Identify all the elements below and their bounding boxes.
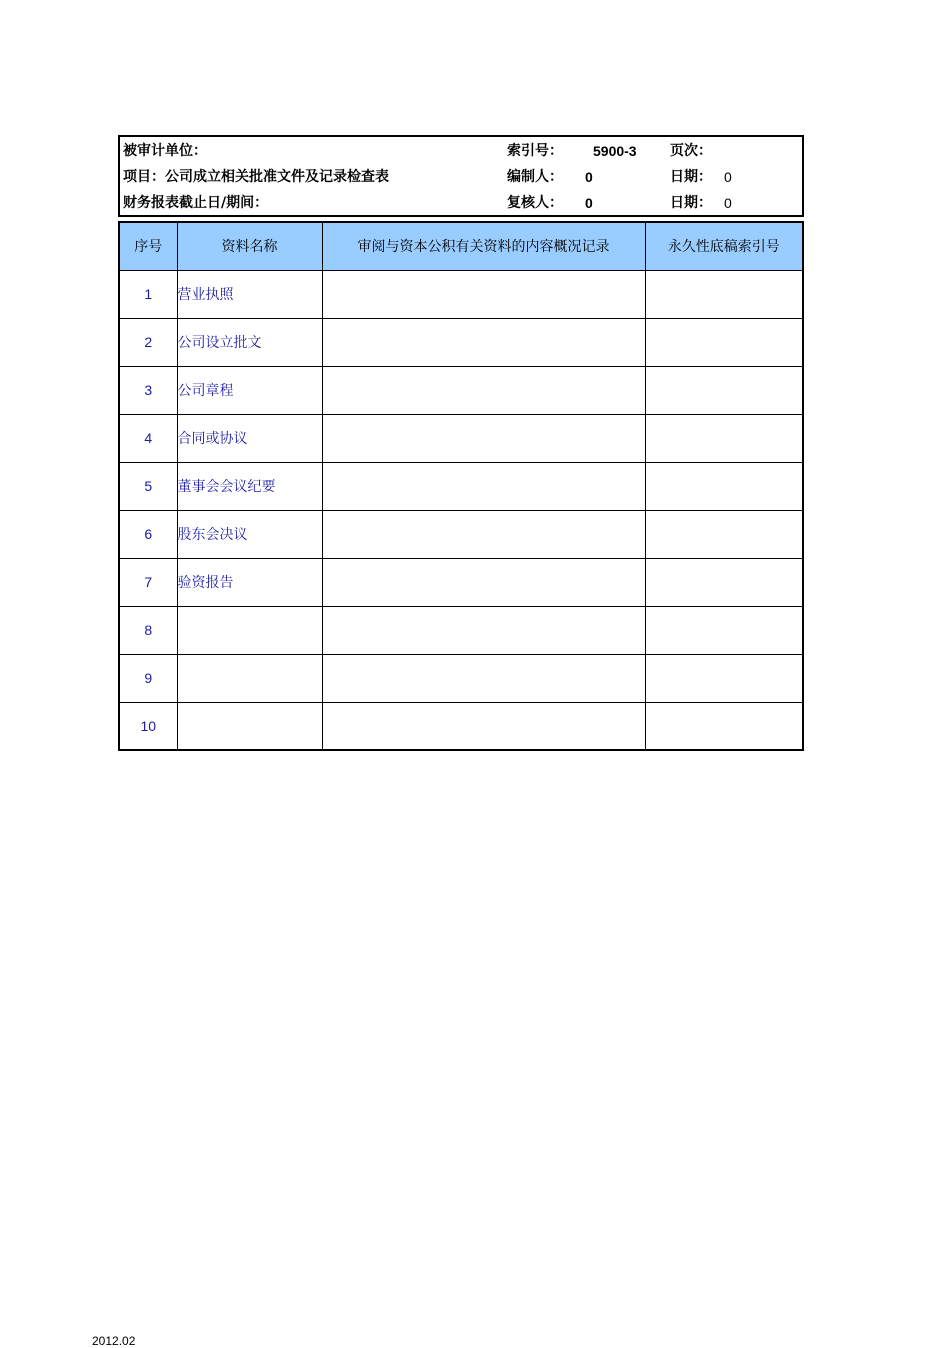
review-date-label: 日期： bbox=[670, 195, 712, 211]
document-name-cell[interactable]: 营业执照 bbox=[177, 270, 322, 318]
review-record-cell[interactable] bbox=[322, 318, 645, 366]
prepare-date-value: 0 bbox=[724, 169, 732, 185]
reviewer-label: 复核人： bbox=[507, 195, 563, 211]
permanent-index-cell[interactable] bbox=[645, 558, 803, 606]
table-row bbox=[119, 702, 803, 750]
col-header-review-record: 审阅与资本公积有关资料的内容概况记录 bbox=[322, 222, 645, 270]
permanent-index-cell[interactable] bbox=[645, 366, 803, 414]
table-row bbox=[119, 654, 803, 702]
header-row-2 bbox=[120, 164, 802, 190]
document-name-cell[interactable] bbox=[177, 606, 322, 654]
review-record-cell[interactable] bbox=[322, 366, 645, 414]
prepare-date-label: 日期： bbox=[670, 169, 712, 185]
document-name-cell[interactable]: 合同或协议 bbox=[177, 414, 322, 462]
row-number: 3 bbox=[119, 366, 177, 414]
row-number: 8 bbox=[119, 606, 177, 654]
document-checklist-table bbox=[118, 221, 804, 751]
col-header-permanent-index: 永久性底稿索引号 bbox=[645, 222, 803, 270]
index-label: 索引号： bbox=[507, 143, 563, 159]
col-header-doc-name: 资料名称 bbox=[177, 222, 322, 270]
table-row bbox=[119, 606, 803, 654]
review-record-cell[interactable] bbox=[322, 510, 645, 558]
table-row bbox=[119, 510, 803, 558]
review-record-cell[interactable] bbox=[322, 414, 645, 462]
row-number: 7 bbox=[119, 558, 177, 606]
review-record-cell[interactable] bbox=[322, 558, 645, 606]
table-row bbox=[119, 366, 803, 414]
audited-unit-label: 被审计单位： bbox=[123, 143, 207, 159]
table-row bbox=[119, 414, 803, 462]
permanent-index-cell[interactable] bbox=[645, 606, 803, 654]
row-number: 9 bbox=[119, 654, 177, 702]
permanent-index-cell[interactable] bbox=[645, 414, 803, 462]
review-record-cell[interactable] bbox=[322, 702, 645, 750]
document-name-cell[interactable]: 公司设立批文 bbox=[177, 318, 322, 366]
project-title: 项目：公司成立相关批准文件及记录检查表 bbox=[123, 169, 389, 185]
table-row bbox=[119, 318, 803, 366]
permanent-index-cell[interactable] bbox=[645, 318, 803, 366]
reviewer-value: 0 bbox=[585, 195, 593, 211]
table-header-row bbox=[119, 222, 803, 270]
page-label: 页次： bbox=[670, 143, 712, 159]
review-record-cell[interactable] bbox=[322, 462, 645, 510]
permanent-index-cell[interactable] bbox=[645, 270, 803, 318]
table-row bbox=[119, 558, 803, 606]
row-number: 6 bbox=[119, 510, 177, 558]
review-date-value: 0 bbox=[724, 195, 732, 211]
index-value: 5900-3 bbox=[593, 143, 637, 159]
row-number: 10 bbox=[119, 702, 177, 750]
review-record-cell[interactable] bbox=[322, 654, 645, 702]
row-number: 2 bbox=[119, 318, 177, 366]
permanent-index-cell[interactable] bbox=[645, 702, 803, 750]
permanent-index-cell[interactable] bbox=[645, 462, 803, 510]
col-header-seq: 序号 bbox=[119, 222, 177, 270]
table-row bbox=[119, 462, 803, 510]
table-row bbox=[119, 270, 803, 318]
header-row-1 bbox=[120, 138, 802, 164]
header-row-3 bbox=[120, 190, 802, 216]
document-name-cell[interactable] bbox=[177, 654, 322, 702]
permanent-index-cell[interactable] bbox=[645, 510, 803, 558]
document-name-cell[interactable] bbox=[177, 702, 322, 750]
document-name-cell[interactable]: 公司章程 bbox=[177, 366, 322, 414]
document-name-cell[interactable]: 验资报告 bbox=[177, 558, 322, 606]
document-name-cell[interactable]: 股东会决议 bbox=[177, 510, 322, 558]
row-number: 5 bbox=[119, 462, 177, 510]
review-record-cell[interactable] bbox=[322, 606, 645, 654]
audit-header-box bbox=[118, 135, 804, 217]
period-label: 财务报表截止日/期间： bbox=[123, 195, 269, 211]
footer-mark: 2012.02 bbox=[92, 1334, 136, 1348]
document-name-cell[interactable]: 董事会会议纪要 bbox=[177, 462, 322, 510]
preparer-value: 0 bbox=[585, 169, 593, 185]
row-number: 4 bbox=[119, 414, 177, 462]
preparer-label: 编制人： bbox=[507, 169, 563, 185]
review-record-cell[interactable] bbox=[322, 270, 645, 318]
permanent-index-cell[interactable] bbox=[645, 654, 803, 702]
row-number: 1 bbox=[119, 270, 177, 318]
